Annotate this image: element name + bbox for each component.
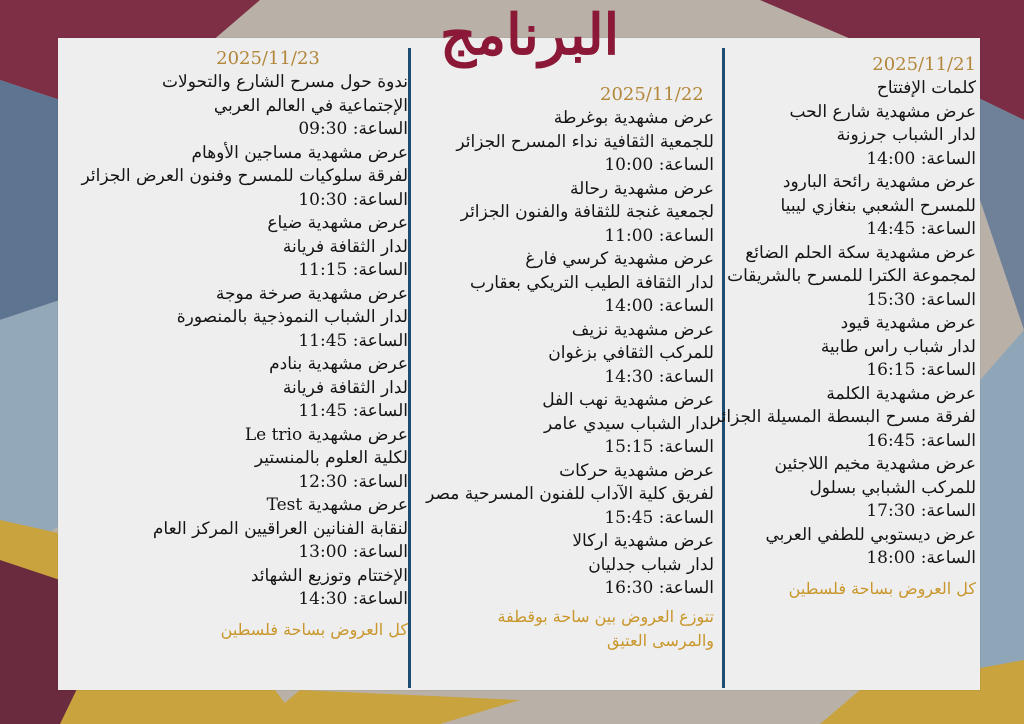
entry-line: لدار الثقافة فريانة	[282, 377, 408, 398]
entry-time: الساعة: 11:15	[298, 260, 408, 280]
entry-line: لجمعية غنجة للثقافة والفنون الجزائر	[460, 202, 714, 222]
entry-line: للمركب الثقافي بزغوان	[548, 343, 714, 363]
entry-line: عرض مشهدية مساجين الأوهام	[191, 142, 408, 163]
entry-line: عرض مشهدية بنادم	[269, 354, 408, 374]
entry-line: عرض مشهدية الكلمة	[826, 383, 976, 404]
entry-line: عرض ديستوبي للطفي العربي	[765, 524, 976, 545]
column-divider-right	[722, 48, 725, 688]
entry	[68, 142, 408, 213]
entry	[712, 383, 976, 454]
entry-time: الساعة: 18:00	[866, 548, 976, 568]
date-label: 2025/11/22	[600, 84, 704, 105]
entry-time: الساعة: 10:00	[604, 155, 714, 175]
date-label: 2025/11/23	[216, 48, 320, 69]
entry	[732, 171, 976, 242]
entry-line: لفرقة سلوكيات للمسرح وفنون العرض الجزائر	[81, 166, 408, 186]
entry	[68, 353, 408, 424]
entry-time: الساعة: 09:30	[298, 119, 408, 139]
column-divider-left	[408, 48, 411, 688]
entry-time: الساعة: 15:30	[866, 289, 976, 310]
entry	[732, 524, 976, 571]
entry-line: الإجتماعية في العالم العربي	[213, 95, 408, 116]
entry-line: عرض مشهدية بوغرطة	[553, 108, 714, 128]
entry-line: عرض مشهدية سكة الحلم الضائع	[745, 242, 976, 263]
entry-time: الساعة: 14:00	[866, 148, 976, 169]
entry-line: عرض مشهدية اركالا	[572, 531, 714, 551]
entry	[732, 312, 976, 383]
entry	[414, 178, 714, 249]
entry	[414, 389, 714, 460]
entry-line: كلمات الإفتتاح	[876, 78, 976, 98]
entry-line: لدار شباب راس طابية	[820, 336, 976, 357]
entry-line: عرض مشهدية نزيف	[571, 319, 714, 340]
entry	[414, 530, 714, 601]
entry-line: للجمعية الثقافية نداء المسرح الجزائر	[456, 131, 714, 152]
entry	[68, 494, 408, 565]
entry	[68, 424, 408, 495]
entry	[414, 319, 714, 390]
entry-line: لكلية العلوم بالمنستير	[254, 448, 408, 468]
entry	[414, 107, 714, 178]
entry-line: عرض مشهدية ضياع	[267, 213, 408, 233]
entry-line: عرض مشهدية مخيم اللاجئين	[774, 454, 976, 474]
entry-line: ندوة حول مسرح الشارع والتحولات	[162, 72, 408, 92]
entry-time: الساعة: 14:45	[866, 219, 976, 239]
entry-line: لدار الشباب النموذجية بالمنصورة	[176, 307, 408, 327]
entry-line: لدار شباب جدليان	[588, 554, 714, 575]
entry-line: لدار الثقافة الطيب التريكي بعقارب	[469, 272, 714, 293]
entry-time: الساعة: 12:30	[298, 471, 408, 492]
entry	[414, 460, 714, 531]
entry-line: لفريق كلية الآداب للفنون المسرحية مصر	[426, 484, 714, 504]
entry-line: للمركب الشبابي بسلول	[809, 477, 976, 498]
date-label: 2025/11/21	[872, 54, 976, 75]
entry	[732, 77, 976, 171]
entry-line: عرض مشهدية نهب الفل	[542, 390, 714, 410]
entry-line: عرض مشهدية شارع الحب	[789, 101, 976, 122]
entry-line: للمسرح الشعبي بنغازي ليبيا	[780, 195, 976, 216]
venue-note: تتوزع العروض بين ساحة بوقطفة	[497, 606, 714, 626]
entry-line: عرض مشهدية Le trio	[244, 424, 408, 445]
entry-line: عرض مشهدية قيود	[840, 313, 976, 333]
entry-line: لفرقة مسرح البسطة المسيلة الجزائر	[712, 407, 976, 427]
entry-time: الساعة: 14:30	[604, 366, 714, 387]
schedule-column-day3	[68, 48, 408, 642]
entry-time: الساعة: 17:30	[866, 501, 976, 521]
schedule-column-day1	[712, 54, 976, 601]
entry-line: عرض مشهدية حركات	[559, 460, 714, 481]
entry-time: الساعة: 16:45	[866, 430, 976, 451]
entry-time: الساعة: 16:30	[604, 578, 714, 598]
entry-time: الساعة: 14:00	[604, 296, 714, 316]
schedule-column-day2	[414, 84, 714, 653]
entry-line: لدار الثقافة فريانة	[282, 236, 408, 257]
entry-line: لدار الشباب جرزونة	[836, 125, 976, 145]
venue-note: كل العروض بساحة فلسطين	[788, 578, 976, 598]
entry-time: الساعة: 14:30	[298, 589, 408, 609]
entry-line: الإختتام وتوزيع الشهائد	[250, 565, 408, 586]
program-title: البرنامج	[440, 2, 620, 68]
entry	[732, 453, 976, 524]
entry-time: الساعة: 11:00	[604, 225, 714, 246]
entry	[68, 212, 408, 283]
entry-time: الساعة: 15:15	[604, 437, 714, 457]
venue-note: كل العروض بساحة فلسطين	[220, 619, 408, 639]
entry-time: الساعة: 11:45	[298, 330, 408, 351]
entry	[68, 283, 408, 354]
entry-line: لنقابة الفنانين العراقيين المركز العام	[152, 518, 408, 539]
entry-line: عرض مشهدية رائحة البارود	[782, 172, 976, 192]
entry-line: عرض مشهدية كرسي فارغ	[525, 249, 714, 269]
entry-line: عرض مشهدية صرخة موجة	[215, 283, 408, 304]
entry	[727, 242, 976, 313]
entry-time: الساعة: 11:45	[298, 401, 408, 421]
entry-time: الساعة: 13:00	[298, 542, 408, 562]
entry-line: عرض مشهدية Test	[266, 495, 408, 515]
entry-line: عرض مشهدية رحالة	[570, 178, 714, 199]
entry	[68, 71, 408, 142]
venue-note: والمرسى العتيق	[607, 630, 714, 650]
entry	[414, 248, 714, 319]
entry	[68, 565, 408, 612]
entry-line: لدار الشباب سيدي عامر	[543, 413, 714, 434]
entry-time: الساعة: 15:45	[604, 507, 714, 528]
entry-time: الساعة: 10:30	[298, 189, 408, 210]
entry-time: الساعة: 16:15	[866, 360, 976, 380]
entry-line: لمجموعة الكترا للمسرح بالشريقات	[727, 266, 976, 286]
